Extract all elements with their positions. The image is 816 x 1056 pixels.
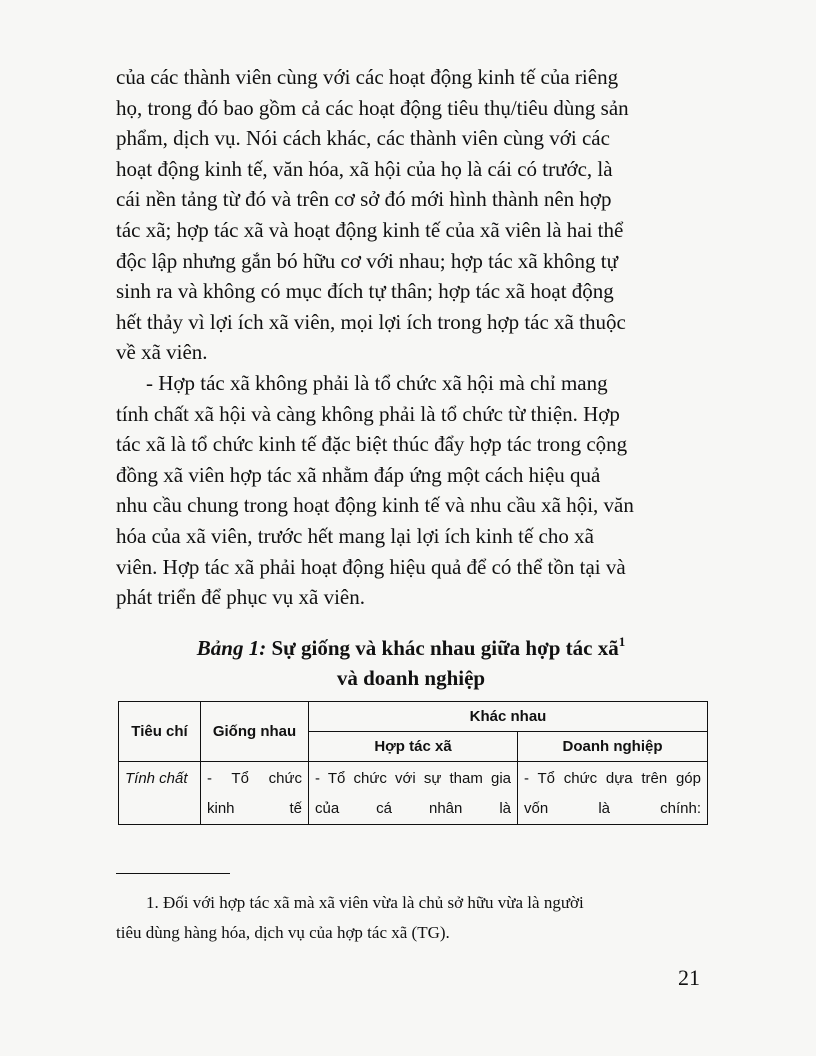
paragraph-1 (116, 62, 706, 368)
header-coop: Hợp tác xã (309, 732, 518, 762)
text-line: hóa của xã viên, trước hết mang lại lợi ích kinh tế cho xã (116, 523, 594, 548)
footnote-ref: 1 (618, 634, 626, 649)
text-line: phát triển để phục vụ xã viên. (116, 585, 366, 610)
table-title-line-2: và doanh nghiệp (336, 666, 486, 690)
body-text (116, 62, 706, 613)
text-line: họ, trong đó bao gồm cả các hoạt động tiêu thụ/tiêu dùng sản (116, 95, 629, 120)
table-header-row (119, 702, 708, 732)
footnote-line: tiêu dùng hàng hóa, dịch vụ của hợp tác xã (TG). (116, 923, 450, 942)
paragraph-2 (116, 368, 706, 613)
cell-criteria: Tính chất (119, 762, 201, 825)
text-line: đồng xã viên hợp tác xã nhằm đáp ứng một cách hiệu quả (116, 462, 601, 487)
footnote (116, 888, 708, 948)
text-line: nhu cầu chung trong hoạt động kinh tế và nhu cầu xã hội, văn (116, 493, 634, 518)
header-different: Khác nhau (309, 702, 708, 732)
table-caption (116, 633, 706, 693)
header-same: Giống nhau (201, 702, 309, 762)
cell-enterprise: - Tổ chức dựa trên góp vốn là chính: (518, 762, 708, 825)
text-line: về xã viên. (116, 340, 208, 365)
table-title: Sự giống và khác nhau giữa hợp tác xã (266, 636, 619, 660)
footnote-line: 1. Đối với hợp tác xã mà xã viên vừa là chủ sở hữu vừa là người (146, 893, 584, 912)
text-line: cái nền tảng từ đó và trên cơ sở đó mới hình thành nên hợp (116, 187, 612, 212)
text-line: của các thành viên cùng với các hoạt động kinh tế của riêng (116, 65, 619, 89)
text-line: hết thảy vì lợi ích xã viên, mọi lợi ích trong hợp tác xã thuộc (116, 309, 626, 334)
cell-coop: - Tổ chức với sự tham gia của cá nhân là (309, 762, 518, 825)
text-line: sinh ra và không có mục đích tự thân; hợp tác xã hoạt động (116, 279, 614, 304)
text-line: - Hợp tác xã không phải là tổ chức xã hội mà chỉ mang (146, 370, 608, 395)
text-line: tác xã là tổ chức kinh tế đặc biệt thúc đẩy hợp tác trong cộng (116, 432, 628, 457)
footnote-divider (116, 873, 230, 874)
page-number: 21 (678, 965, 700, 990)
table-label: Bảng 1: (196, 636, 267, 660)
table-row (119, 762, 708, 825)
text-line: phẩm, dịch vụ. Nói cách khác, các thành viên cùng với các (116, 126, 610, 151)
text-line: tác xã; hợp tác xã và hoạt động kinh tế của xã viên là hai thể (116, 217, 624, 242)
text-line: tính chất xã hội và càng không phải là tổ chức từ thiện. Hợp (116, 401, 620, 426)
header-enterprise: Doanh nghiệp (518, 732, 708, 762)
text-line: hoạt động kinh tế, văn hóa, xã hội của họ là cái có trước, là (116, 156, 613, 181)
comparison-table (118, 701, 708, 825)
text-line: độc lập nhưng gắn bó hữu cơ với nhau; hợp tác xã không tự (116, 248, 618, 273)
header-criteria: Tiêu chí (119, 702, 201, 762)
cell-same: - Tổ chức kinh tế (201, 762, 309, 825)
text-line: viên. Hợp tác xã phải hoạt động hiệu quả để có thể tồn tại và (116, 554, 626, 579)
